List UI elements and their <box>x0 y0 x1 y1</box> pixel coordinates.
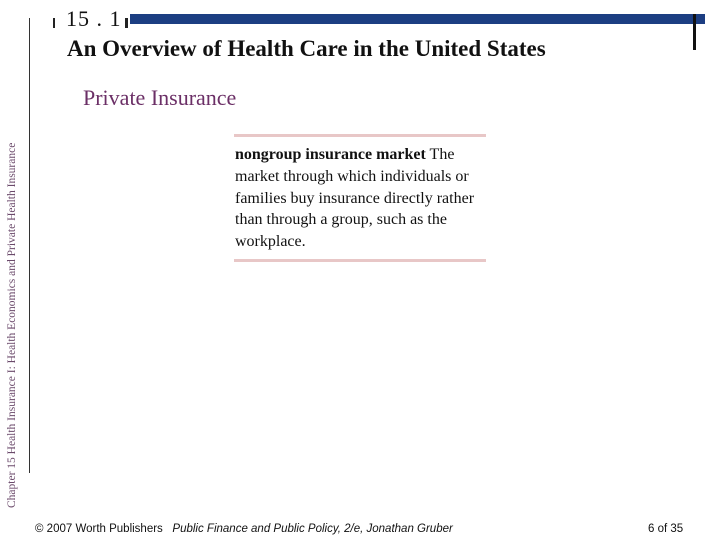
definition-box <box>235 144 487 253</box>
page-number: 6 of 35 <box>648 523 684 535</box>
slide-subtitle: Private Insurance <box>83 85 237 110</box>
header-tick-left <box>53 18 55 28</box>
definition-text: The market through which individuals or families buy insurance directly rather than through a group, such as the workplace. <box>235 146 475 251</box>
chapter-side-label: Chapter 15 Health Insurance I: Health Economics and Private Health Insurance <box>6 142 18 508</box>
footer-book: Public Finance and Public Policy, 2/e, Jonathan Gruber <box>172 523 453 535</box>
definition-term: nongroup insurance market <box>235 146 426 163</box>
header-accent-bar <box>130 14 705 24</box>
section-number: 15 . 1 <box>66 6 122 31</box>
left-divider <box>29 18 30 473</box>
footer-copyright: © 2007 Worth Publishers <box>35 523 163 535</box>
slide-title: An Overview of Health Care in the United States <box>67 36 546 61</box>
definition-bottom-rule <box>234 259 486 262</box>
definition-top-rule <box>234 134 486 137</box>
header-tick-right <box>125 18 128 28</box>
footer-credits <box>35 523 453 535</box>
header-bar-end <box>693 14 696 50</box>
